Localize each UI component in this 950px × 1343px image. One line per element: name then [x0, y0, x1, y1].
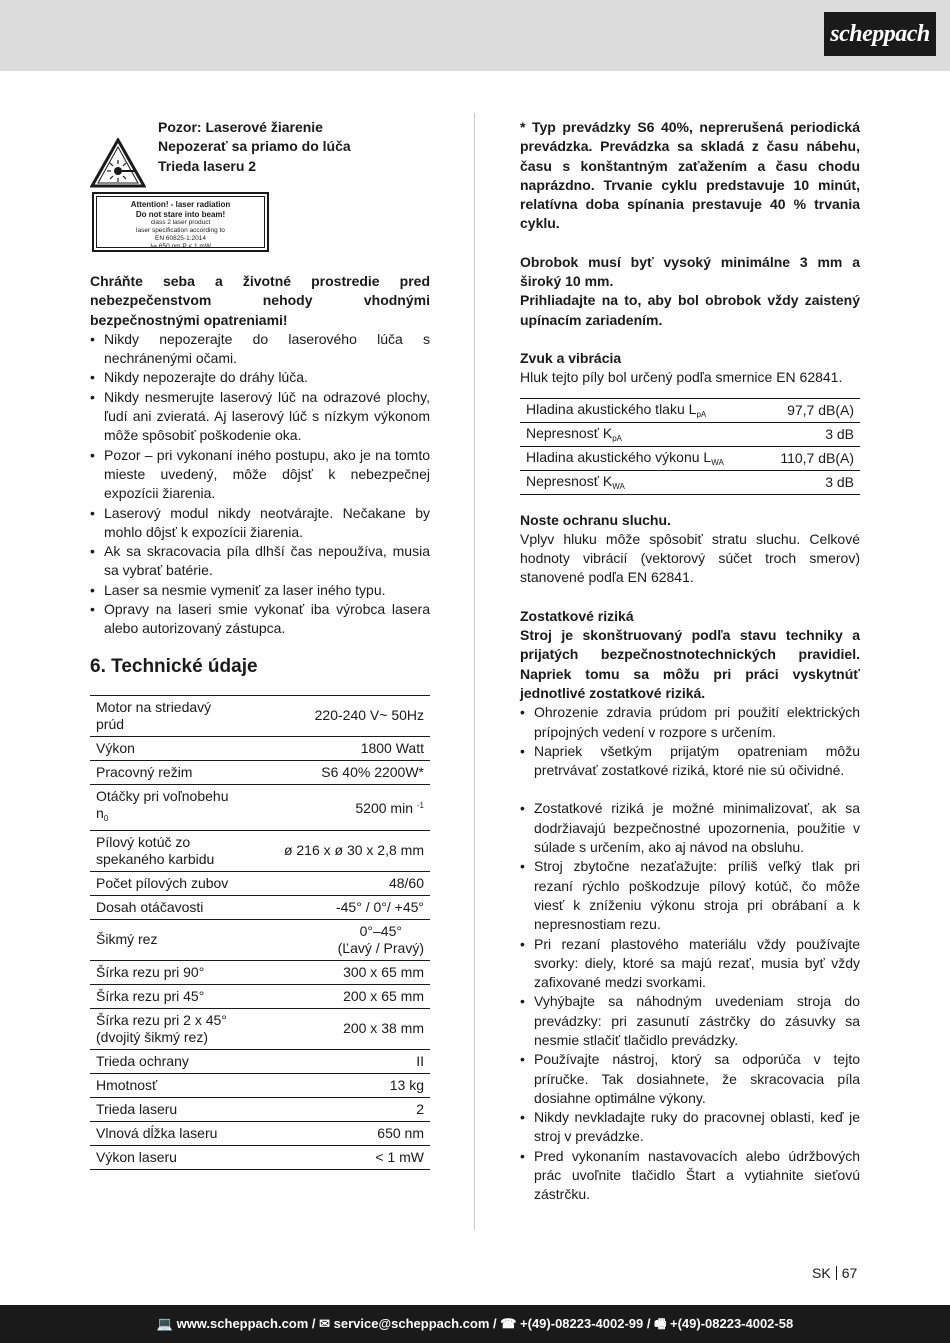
table-row: [90, 895, 430, 919]
spec-value: 200 x 38 mm: [248, 1008, 430, 1049]
table-row: [90, 1097, 430, 1121]
list-item: • Nikdy nepozerajte do laserového lúča s nechránenými očami.: [90, 330, 430, 369]
residual-intro: Stroj je skonštruovaný podľa stavu techniky a prijatých bezpečnostnotechnických pravidiel. Napriek tomu sa môžu pri práci vyskytnúť jednotlivé zostatkové riziká.: [520, 627, 860, 701]
laser-warning-text: [158, 118, 351, 176]
workpiece-note: Obrobok musí byť vysoký minimálne 3 mm a široký 10 mm.: [520, 253, 860, 290]
table-row: [90, 1121, 430, 1145]
table-row: [520, 398, 860, 422]
spec-value: 0°–45° (Ľavý / Pravý): [248, 919, 430, 960]
spec-label: Trieda laseru: [90, 1097, 248, 1121]
list-item: • Pozor – pri vykonaní iného postupu, ako je na tomto mieste uvedený, môže dôjsť k nebezpečnej expozícii žiarenia.: [90, 446, 430, 504]
spec-value: 200 x 65 mm: [248, 984, 430, 1008]
sound-label: Nepresnosť $K_{pA}$: [520, 422, 761, 446]
hearing-heading: Noste ochranu sluchu.: [520, 511, 671, 528]
right-column: [520, 118, 860, 1205]
table-row: [520, 470, 860, 494]
table-row: [90, 784, 430, 830]
column-divider: [474, 113, 475, 1230]
list-item: • Laserový modul nikdy neotvárajte. Nečakane by mohlo dôjsť k expozícii žiarenia.: [90, 504, 430, 543]
spec-label: Pracovný režim: [90, 760, 248, 784]
list-item: • Ak sa skracovacia píla dlhší čas nepoužíva, musia sa vybrať batérie.: [90, 542, 430, 581]
spec-value: ø 216 x ø 30 x 2,8 mm: [248, 830, 430, 871]
left-column: [90, 118, 430, 1170]
table-row: [90, 1073, 430, 1097]
spec-value: 2: [248, 1097, 430, 1121]
header-bar: [0, 0, 950, 71]
list-item: • Používajte nástroj, ktorý sa odporúča v tejto príručke. Tak dosiahnete, že skracovacia píla dosiahne optimálne výkony.: [520, 1050, 860, 1108]
sound-label: Hladina akustického tlaku $L_{pA}$: [520, 398, 761, 422]
spec-value: 1800 Watt: [248, 736, 430, 760]
spec-label: Hmotnosť: [90, 1073, 248, 1097]
workpiece-note: Prihliadajte na to, aby bol obrobok vždy zaistený upínacím zariadením.: [520, 292, 860, 328]
label-line: Attention! - laser radiation: [130, 200, 231, 209]
warning-line: Trieda laseru 2: [158, 157, 257, 174]
table-row: [520, 422, 860, 446]
spec-label: Výkon: [90, 736, 248, 760]
table-row: [90, 1008, 430, 1049]
table-row: [90, 1049, 430, 1073]
label-line: laser specification according to: [136, 227, 225, 234]
spec-label: Trieda ochrany: [90, 1049, 248, 1073]
spec-label: Dosah otáčavosti: [90, 895, 248, 919]
laser-warning-icon: [90, 138, 146, 188]
list-item: • Pri rezaní plastového materiálu vždy používajte svorky: diely, ktoré sa majú rezať, musia byť vždy zafixované medzi svorkami.: [520, 935, 860, 993]
spec-value: -45° / 0°/ +45°: [248, 895, 430, 919]
sound-value: 110,7 dB(A): [761, 446, 860, 470]
table-row: [90, 960, 430, 984]
residual-list: [520, 703, 860, 780]
label-line: λ= 650 nm P < 1 mW: [150, 243, 211, 250]
duty-note: * Typ prevádzky S6 40%, neprerušená periodická prevádzka. Prevádzka sa skladá z času nábehu, času s konštantným zaťažením a času chodu naprázdno. Trvanie cyklu predstavuje 10 minút, relatívna doba spínania prestavuje 40 % trvania cyklu.: [520, 119, 860, 232]
spec-label: Motor na striedavý prúd: [90, 695, 248, 736]
list-item: • Napriek všetkým prijatým opatreniam môžu pretrvávať zostatkové riziká, ktoré nie sú očividné.: [520, 742, 860, 781]
sound-heading: Zvuk a vibrácia: [520, 349, 622, 366]
brand-logo: scheppach: [824, 12, 936, 56]
list-item: • Zostatkové riziká je možné minimalizovať, ak sa dodržiavajú bezpečnostné upozornenia, použitie v súlade s určením, ako aj návod na obsluhu.: [520, 799, 860, 857]
spec-value: 300 x 65 mm: [248, 960, 430, 984]
spec-label: Šikmý rez: [90, 919, 248, 960]
list-item: • Laser sa nesmie vymeniť za laser iného typu.: [90, 581, 430, 600]
section-title: 6. Technické údaje: [90, 655, 258, 677]
sound-value: 3 dB: [761, 422, 860, 446]
spec-label: Počet pílových zubov: [90, 871, 248, 895]
list-item: • Ohrozenie zdravia prúdom pri použití elektrických prípojných vedení v rozpore s určením.: [520, 703, 860, 742]
spec-value: S6 40% 2200W*: [248, 760, 430, 784]
sound-value: 97,7 dB(A): [761, 398, 860, 422]
page-number: [812, 1265, 857, 1281]
spec-value: 48/60: [248, 871, 430, 895]
footer-contacts: 💻 www.scheppach.com / ✉ service@scheppach.com / ☎ +(49)-08223-4002-99 / 🖷 +(49)-08223-4002-58: [156, 1316, 794, 1331]
spec-value: 13 kg: [248, 1073, 430, 1097]
list-item: • Stroj zbytočne nezaťažujte: príliš veľký tlak pri rezaní rýchlo poškodzuje pílový kotúč, čo môže viesť k zníženiu výkonu stroja pri obrábaní a k nepresnostiam rezu.: [520, 857, 860, 934]
spec-label: Šírka rezu pri 90°: [90, 960, 248, 984]
hearing-text: Vplyv hluku môže spôsobiť stratu sluchu. Celkové hodnoty vibrácií (vektorový súčet troch smerov) stanovené podľa EN 62841.: [520, 530, 860, 586]
spec-label: Šírka rezu pri 2 x 45° (dvojitý šikmý rez): [90, 1008, 248, 1049]
warning-line: Nepozerať sa priamo do lúča: [158, 138, 351, 155]
page-num: 67: [841, 1265, 858, 1281]
table-row: [90, 695, 430, 736]
table-row: [520, 446, 860, 470]
residual-heading: Zostatkové riziká: [520, 607, 634, 624]
list-item: • Pred vykonaním nastavovacích alebo údržbových prác uvoľnite tlačidlo Štart a vytiahnite sieťovú zástrčku.: [520, 1147, 860, 1205]
laser-warning: [90, 118, 430, 272]
sound-value: 3 dB: [761, 470, 860, 494]
safety-heading: Chráňte seba a životné prostredie pred nebezpečenstvom nehody vhodnými bezpečnostnými opatreniami!: [90, 273, 430, 328]
list-item: • Vyhýbajte sa náhodným uvedeniam stroja do prevádzky: pri zasunutí zástrčky do zásuvky sa nesmie stlačiť tlačidlo prevádzky.: [520, 992, 860, 1050]
spec-value: II: [248, 1049, 430, 1073]
spec-label: Otáčky pri voľnobehu $n_0$: [90, 784, 248, 830]
sound-label: Hladina akustického výkonu $L_{WA}$: [520, 446, 761, 470]
table-row: [90, 760, 430, 784]
tech-table: [90, 695, 430, 1170]
footer-bar: [0, 1305, 950, 1343]
spec-label: Šírka rezu pri 45°: [90, 984, 248, 1008]
list-item: • Nikdy nevkladajte ruky do pracovnej oblasti, keď je stroj v prevádzke.: [520, 1108, 860, 1147]
list-item: • Opravy na laseri smie vykonať iba výrobca lasera alebo autorizovaný zástupca.: [90, 600, 430, 639]
label-line: Do not stare into beam!: [135, 209, 226, 219]
table-row: [90, 830, 430, 871]
spec-value: 650 nm: [248, 1121, 430, 1145]
list-item: • Nikdy nepozerajte do dráhy lúča.: [90, 368, 430, 387]
sound-table: [520, 398, 860, 495]
spec-value: 5200 min $^{-1}$: [248, 784, 430, 830]
page-lang: SK: [812, 1265, 831, 1281]
label-line: EN 60825-1:2014: [155, 235, 206, 242]
safety-list: [90, 330, 430, 639]
sound-intro: Hluk tejto píly bol určený podľa smernice EN 62841.: [520, 369, 843, 386]
residual-list-2: [520, 799, 860, 1204]
table-row: [90, 984, 430, 1008]
table-row: [90, 871, 430, 895]
label-line: class 2 laser product: [150, 219, 211, 226]
table-row: [90, 919, 430, 960]
spec-value: 220-240 V~ 50Hz: [248, 695, 430, 736]
table-row: [90, 1145, 430, 1169]
warning-line: Pozor: Laserové žiarenie: [158, 119, 323, 135]
spec-value: < 1 mW: [248, 1145, 430, 1169]
table-row: [90, 736, 430, 760]
spec-label: Výkon laseru: [90, 1145, 248, 1169]
list-item: • Nikdy nesmerujte laserový lúč na odrazové plochy, ľudí ani zvieratá. Aj laserový lúč s nízkym výkonom môže spôsobiť poškodenie oka.: [90, 388, 430, 446]
spec-label: Pílový kotúč zo spekaného karbidu: [90, 830, 248, 871]
sound-label: Nepresnosť $K_{WA}$: [520, 470, 761, 494]
spec-label: Vlnová dĺžka laseru: [90, 1121, 248, 1145]
laser-label: [92, 192, 269, 252]
